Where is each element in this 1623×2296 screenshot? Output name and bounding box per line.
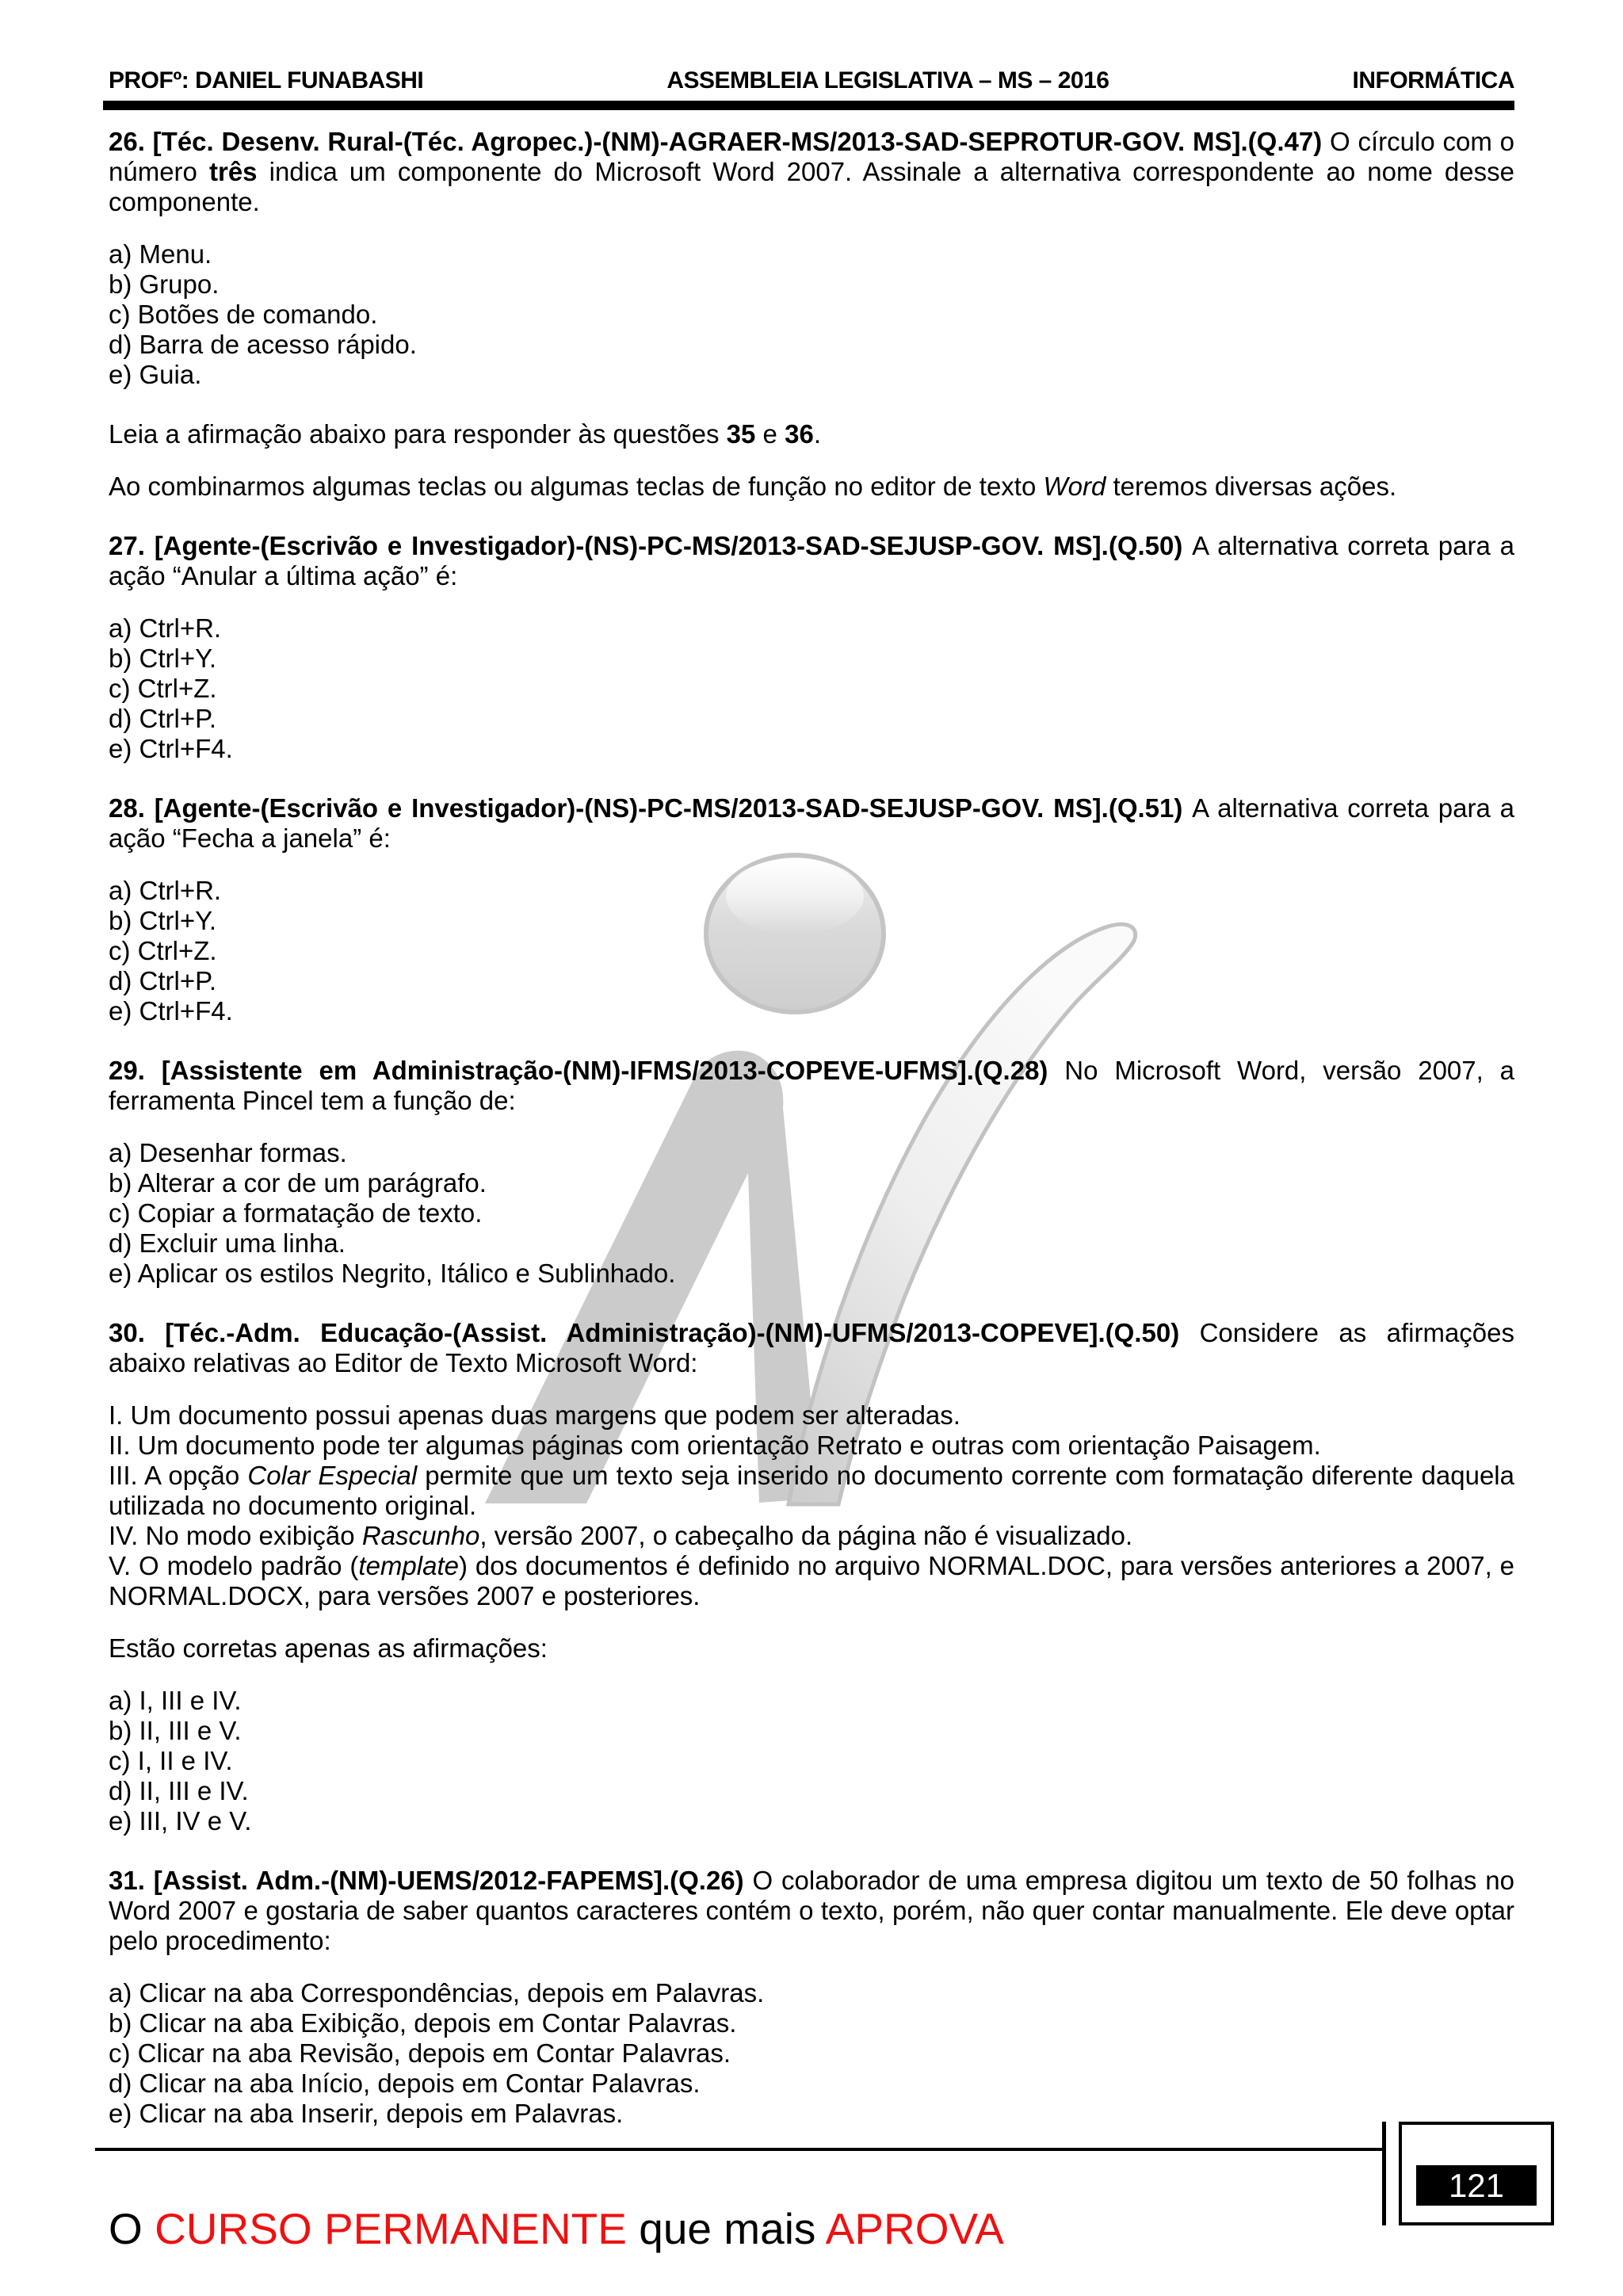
option-line: d) II, III e IV.	[109, 1776, 249, 1805]
option-line: a) Ctrl+R.	[109, 876, 222, 905]
option-line: b) Ctrl+Y.	[109, 644, 217, 673]
questions-area	[109, 127, 1514, 2129]
read-instruction: Leia a afirmação abaixo para responder às questões 35 e 36.	[109, 419, 821, 449]
statement-item: II. Um documento pode ter algumas páginas com orientação Retrato e outras com orientação Paisagem.	[109, 1431, 1321, 1460]
question-26	[109, 127, 1514, 390]
question-31-text: 31. [Assist. Adm.-(NM)-UEMS/2012-FAPEMS].(Q.26) O colaborador de uma empresa digitou um texto de 50 folhas no Word 2007 e gostaria de saber quantos caracteres contém o texto, porém, não quer contar manualmente. Ele deve optar pelo procedimento:	[109, 1866, 1515, 1955]
option-line: c) Clicar na aba Revisão, depois em Contar Palavras.	[109, 2038, 731, 2068]
footer-tick-line	[1382, 2122, 1386, 2225]
option-line: e) Aplicar os estilos Negrito, Itálico e Sublinhado.	[109, 1259, 676, 1288]
option-line: a) Menu.	[109, 239, 212, 269]
option-line: d) Clicar na aba Início, depois em Contar Palavras.	[109, 2069, 701, 2098]
question-29-text: 29. [Assistente em Administração-(NM)-IFMS/2013-COPEVE-UFMS].(Q.28) No Microsoft Word, versão 2007, a ferramenta Pincel tem a função de:	[109, 1056, 1515, 1115]
option-line: a) Ctrl+R.	[109, 613, 222, 643]
option-line: b) Alterar a cor de um parágrafo.	[109, 1168, 487, 1198]
question-26-options	[109, 239, 1514, 390]
question-30-statements	[109, 1400, 1514, 1611]
option-line: d) Barra de acesso rápido.	[109, 330, 417, 359]
question-27-text: 27. [Agente-(Escrivão e Investigador)-(NS)-PC-MS/2013-SAD-SEJUSP-GOV. MS].(Q.50) A alternativa correta para a ação “Anular a última ação” é:	[109, 531, 1514, 590]
option-line: c) I, II e IV.	[109, 1746, 233, 1775]
question-27	[109, 531, 1514, 764]
question-30-options	[109, 1686, 1514, 1836]
question-29-options	[109, 1138, 1514, 1289]
page-number: 121	[1416, 2165, 1537, 2206]
question-30	[109, 1318, 1514, 1836]
question-31-options	[109, 1978, 1514, 2129]
question-30-followup: Estão corretas apenas as afirmações:	[109, 1633, 548, 1663]
page-header	[109, 68, 1514, 94]
question-29	[109, 1056, 1514, 1289]
option-line: d) Excluir uma linha.	[109, 1228, 346, 1258]
option-line: c) Ctrl+Z.	[109, 936, 217, 965]
option-line: b) Grupo.	[109, 269, 220, 299]
option-line: d) Ctrl+P.	[109, 966, 217, 995]
option-line: e) Ctrl+F4.	[109, 734, 233, 763]
option-line: c) Ctrl+Z.	[109, 674, 217, 703]
header-exam-title: ASSEMBLEIA LEGISLATIVA – MS – 2016	[666, 67, 1109, 94]
option-line: e) Ctrl+F4.	[109, 996, 233, 1026]
option-line: a) Clicar na aba Correspondências, depois em Palavras.	[109, 1978, 765, 2008]
option-line: d) Ctrl+P.	[109, 704, 217, 733]
option-line: a) I, III e IV.	[109, 1686, 242, 1715]
option-line: b) II, III e V.	[109, 1716, 242, 1745]
question-31	[109, 1866, 1514, 2129]
footer-divider	[95, 2148, 1382, 2151]
option-line: e) Clicar na aba Inserir, depois em Palavras.	[109, 2099, 624, 2128]
shared-statement: Ao combinarmos algumas teclas ou algumas teclas de função no editor de texto Word teremos diversas ações.	[109, 472, 1397, 501]
option-line: a) Desenhar formas.	[109, 1138, 347, 1167]
option-line: e) III, IV e V.	[109, 1806, 252, 1836]
statement-item: IV. No modo exibição Rascunho, versão 2007, o cabeçalho da página não é visualizado.	[109, 1521, 1133, 1550]
question-28	[109, 793, 1514, 1026]
header-divider	[103, 101, 1514, 110]
header-professor: PROFº: DANIEL FUNABASHI	[109, 67, 424, 94]
question-28-text: 28. [Agente-(Escrivão e Investigador)-(NS)-PC-MS/2013-SAD-SEJUSP-GOV. MS].(Q.51) A alternativa correta para a ação “Fecha a janela” é:	[109, 793, 1514, 853]
statement-item: III. A opção Colar Especial permite que um texto seja inserido no documento corrente com formatação diferente daquela utilizada no documento original.	[109, 1461, 1514, 1520]
page-number-box	[1399, 2122, 1554, 2225]
option-line: b) Clicar na aba Exibição, depois em Contar Palavras.	[109, 2008, 737, 2038]
option-line: c) Copiar a formatação de texto.	[109, 1198, 483, 1228]
question-30-text: 30. [Téc.-Adm. Educação-(Assist. Administração)-(NM)-UFMS/2013-COPEVE].(Q.50) Considere as afirmações abaixo relativas ao Editor de Texto Microsoft Word:	[109, 1318, 1515, 1377]
question-28-options	[109, 876, 1514, 1026]
option-line: b) Ctrl+Y.	[109, 906, 217, 935]
header-subject: INFORMÁTICA	[1352, 67, 1514, 94]
question-26-text: 26. [Téc. Desenv. Rural-(Téc. Agropec.)-(NM)-AGRAER-MS/2013-SAD-SEPROTUR-GOV. MS].(Q.47) O círculo com o número três indica um componente do Microsoft Word 2007. Assinale a alternativa correspondente ao nome desse componente.	[109, 127, 1514, 216]
option-line: c) Botões de comando.	[109, 300, 378, 329]
option-line: e) Guia.	[109, 360, 202, 389]
footer-brand-slogan: O CURSO PERMANENTE que mais APROVA	[109, 2204, 1004, 2253]
statement-item: I. Um documento possui apenas duas margens que podem ser alteradas.	[109, 1400, 960, 1430]
question-27-options	[109, 613, 1514, 764]
statement-item: V. O modelo padrão (template) dos documentos é definido no arquivo NORMAL.DOC, para versões anteriores a 2007, e NORMAL.DOCX, para versões 2007 e posteriores.	[109, 1551, 1515, 1610]
